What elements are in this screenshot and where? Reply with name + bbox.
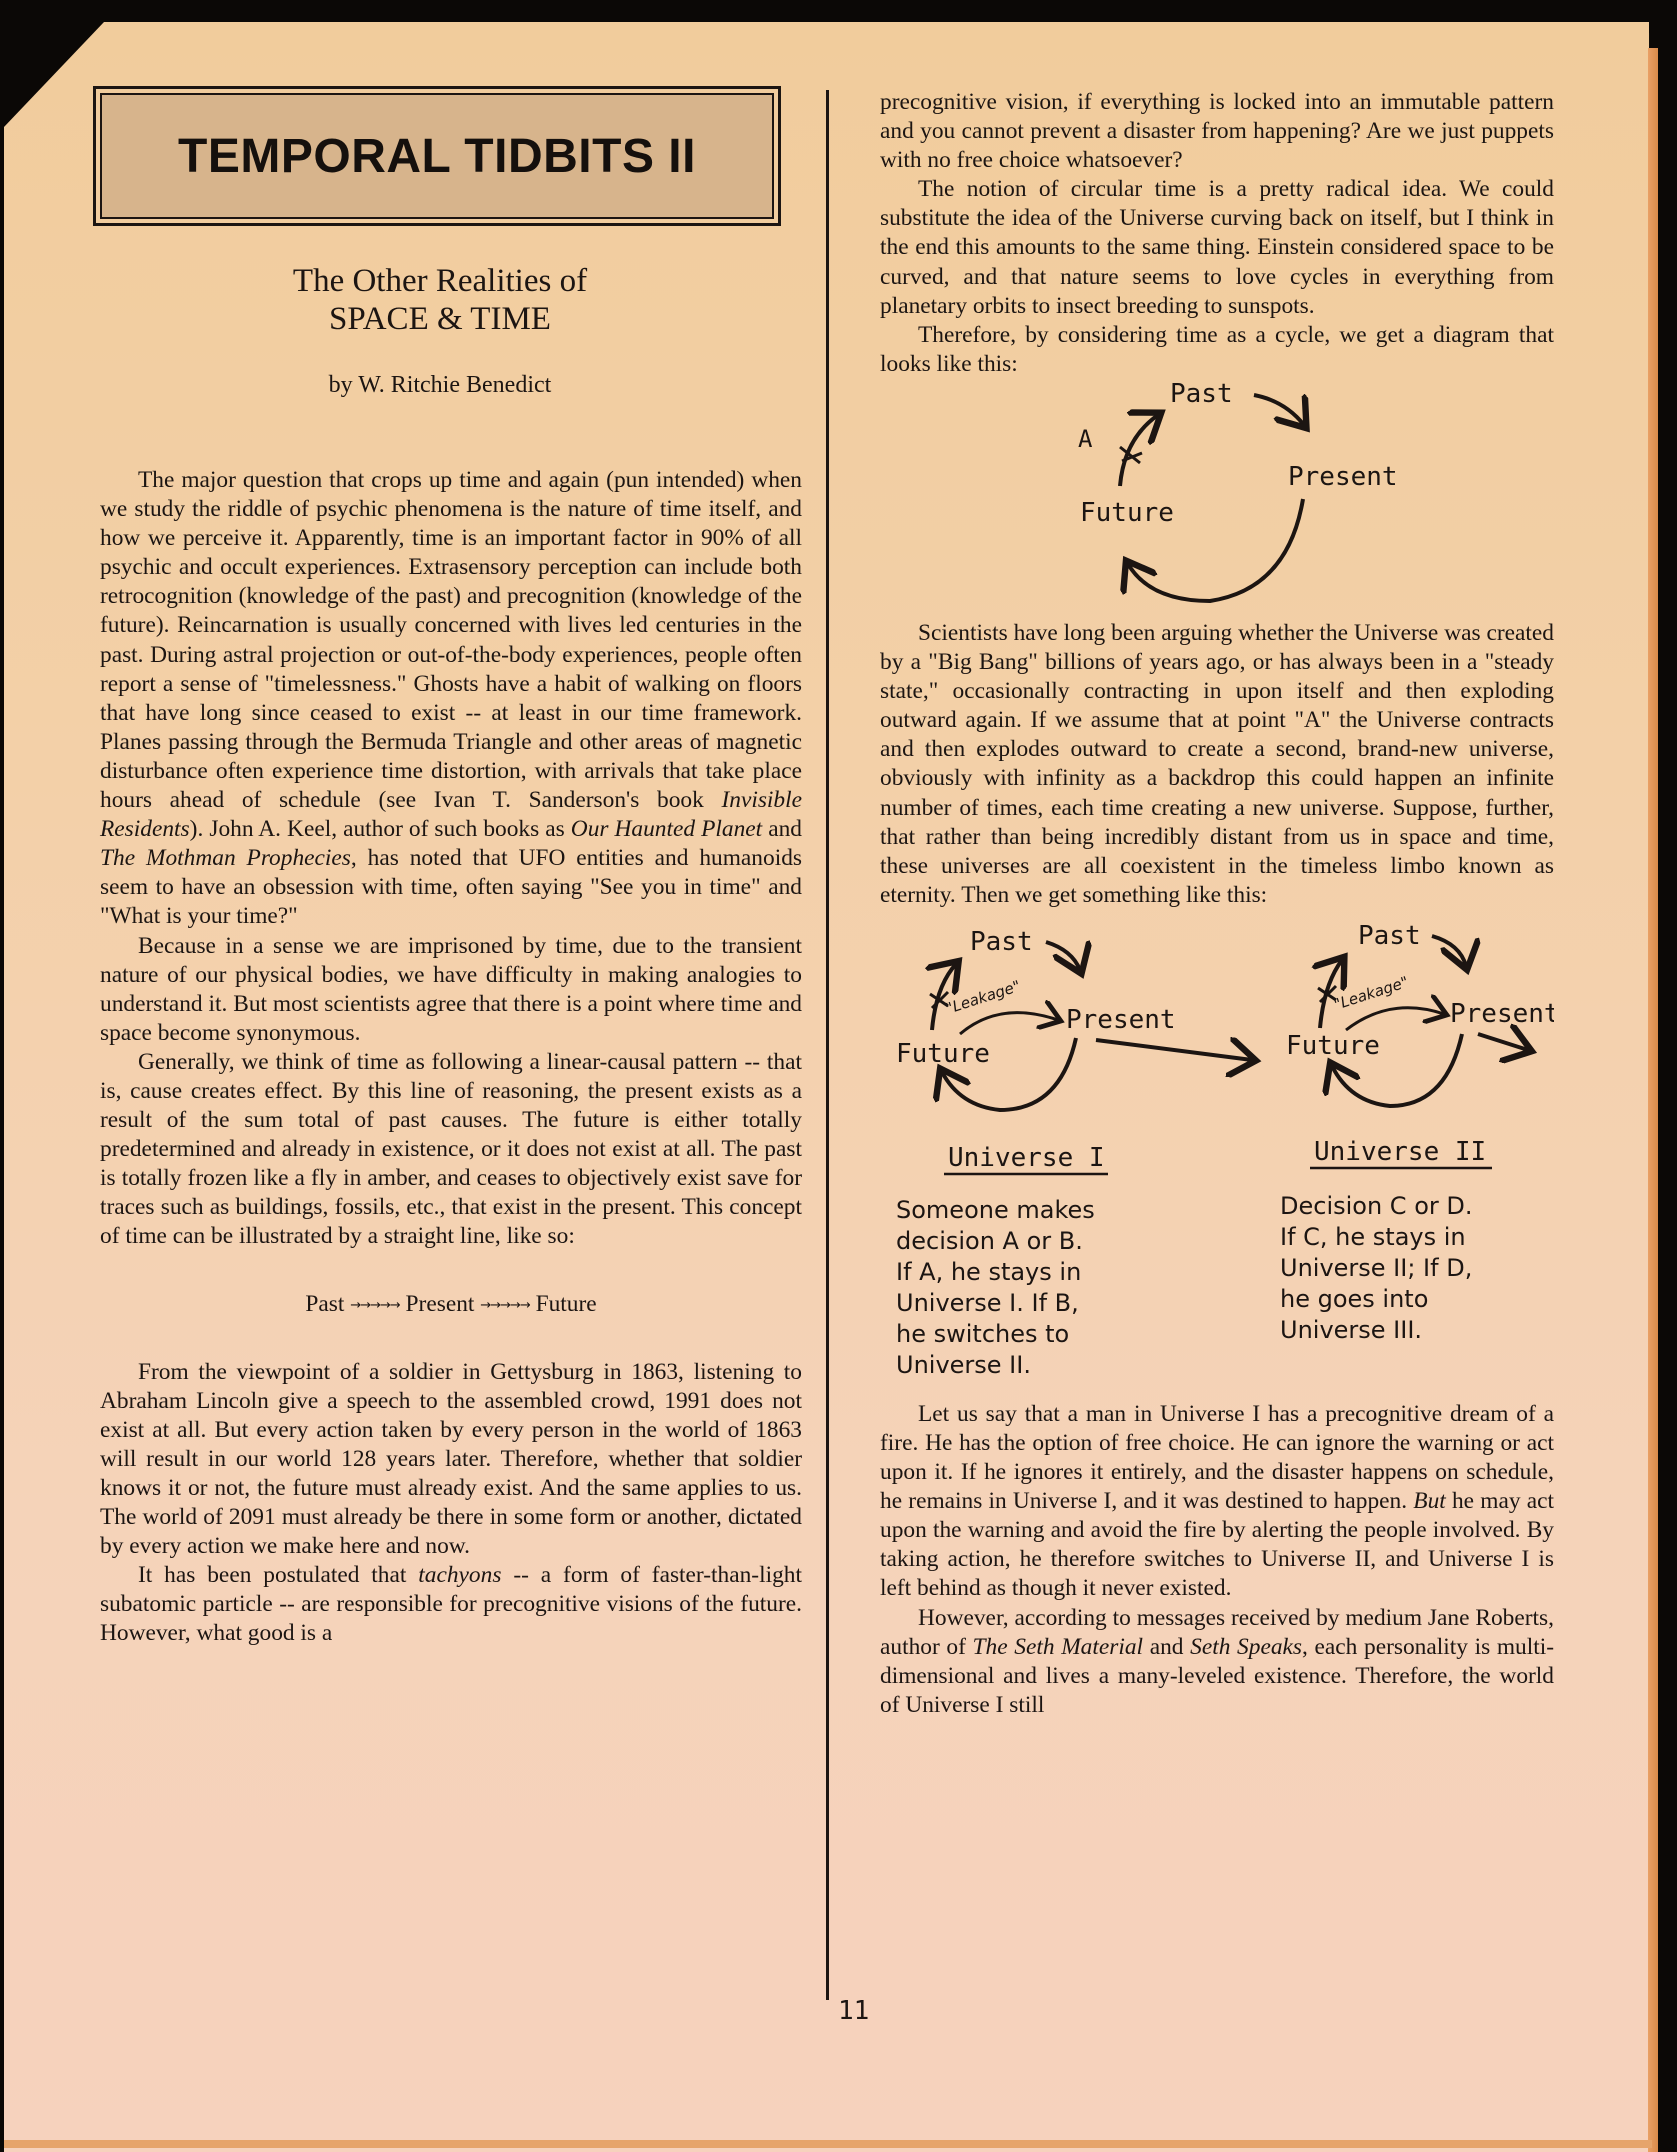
universe-transition-arrow	[1096, 1040, 1252, 1060]
paragraph: The notion of circular time is a pretty radical idea. We could substitute the idea of the Universe curving back on itself, but I think in the end this amounts to the same thing. Einstein considered space to be curved, and that nature seems to love cycles in everything from planetary orbits to insect breeding to sunspots.	[880, 176, 1554, 319]
u1-past-to-present-arrow	[1046, 942, 1080, 970]
cycle-diagram-svg	[880, 379, 1554, 619]
u2-future-label: Future	[1286, 1030, 1380, 1061]
u1-past-label: Past	[970, 926, 1033, 957]
italic-title: The Mothman Prophecies	[100, 845, 351, 872]
u2-exit-arrow	[1478, 1034, 1528, 1050]
text-run: he may act upon the warning and avoid the fire by alerting the people involved. By taking action, he therefore switches to Universe II, and Universe I is left behind as though it never existed.	[880, 1488, 1554, 1602]
linear-past-label: Past	[305, 1290, 345, 1317]
paragraph: Therefore, by considering time as a cycle, we get a diagram that looks like this:	[880, 321, 1554, 377]
handwritten-note-line: Universe II; If D,	[1280, 1253, 1473, 1282]
cycle-past-label: Past	[1170, 378, 1233, 409]
universes-diagram-svg	[880, 910, 1554, 1400]
paragraph: Because in a sense we are imprisoned by time, due to the transient nature of our physical bodies, we have difficulty in making analogies to understand it. But most scientists agree that there is a point where time and space become synonymous.	[100, 932, 802, 1046]
text-run: The major question that crops up time and again (pun intended) when we study the riddle of psychic phenomena is the nature of time itself, and how we perceive it. Apparently, time is an important factor in 90% of all psychic and occult experiences. Extrasensory perception can include both retrocognition (knowledge of the past) and precognition (knowledge of the future). Reincarnation is usually concerned with lives led centuries in the past. During astral projection or out-of-the-body experiences, people often report a sense of "timelessness." Ghosts have a habit of walking on floors that have long since ceased to exist -- at least in our time framework. Planes passing through the Bermuda Triangle and other areas of magnetic disturbance often experience time distortion, with arrivals that take place hours ahead of schedule (see Ivan T. Sanderson's book	[100, 467, 802, 814]
text-run: and	[1143, 1633, 1191, 1660]
article-subtitle	[100, 262, 780, 338]
universe-2-label: Universe II	[1314, 1136, 1487, 1167]
title-box	[93, 86, 781, 226]
handwritten-note-line: he switches to	[896, 1319, 1070, 1348]
page-number: 11	[838, 1996, 870, 2026]
u1-leakage-arrow	[960, 1012, 1058, 1033]
text-run: and	[762, 816, 803, 843]
italic-title: Seth Speaks	[1190, 1633, 1303, 1660]
page-stack-edge	[1648, 48, 1658, 2152]
universes-diagram	[880, 910, 1554, 1400]
article-title: TEMPORAL TIDBITS II	[178, 129, 696, 183]
paragraph	[880, 1400, 1554, 1604]
italic-title: But	[1413, 1488, 1446, 1515]
paragraph: Scientists have long been arguing whether the Universe was created by a "Big Bang" billions of years ago, or has always been in a "steady state," occasionally contracting in upon itself and then exploding outward again. If we assume that at point "A" the Universe contracts and then explodes outward to create a second, brand-new universe, obviously with infinity as a backdrop this could happen an infinite number of times, each time creating a new universe. Suppose, further, that rather than being incredibly distant from us in space and time, these universes are all coexistent in the timeless limbo known as eternity. Then we get something like this:	[880, 619, 1554, 908]
column-divider	[826, 90, 829, 2000]
handwritten-note-line: If C, he stays in	[1280, 1222, 1466, 1251]
past-to-present-arrow	[1254, 395, 1304, 425]
u1-future-label: Future	[896, 1038, 990, 1069]
u2-present-label: Present	[1450, 998, 1554, 1029]
text-run: , each personality is multi-dimensional and lives a many-leveled existence. Therefore, the world of Universe I still	[880, 1633, 1555, 1718]
paragraph	[880, 1604, 1554, 1720]
paragraph: Generally, we think of time as following a linear-causal pattern -- that is, cause creates effect. By this line of reasoning, the present exists as a result of the sum total of past causes. The future is either totally predetermined and already in existence, or it does not exist at all. The past is totally frozen like a fly in amber, and ceases to objectively exist save for traces such as buildings, fossils, etc., that exist in the present. This concept of time can be illustrated by a straight line, like so:	[100, 1048, 802, 1250]
handwritten-note-line: Decision C or D.	[1280, 1191, 1473, 1220]
universe-2-cycle	[1286, 921, 1554, 1106]
universe-1-label: Universe I	[948, 1142, 1105, 1173]
handwritten-note-line: he goes into	[1280, 1284, 1429, 1313]
title-panel	[100, 93, 774, 219]
handwritten-note-line: If A, he stays in	[896, 1257, 1082, 1286]
italic-title: tachyons	[418, 1562, 502, 1589]
right-column	[880, 88, 1554, 1720]
byline: by W. Ritchie Benedict	[328, 372, 552, 398]
handwritten-note-line: decision A or B.	[896, 1226, 1083, 1255]
text-run: ). John A. Keel, author of such books as	[189, 816, 571, 843]
cycle-diagram	[880, 379, 1554, 619]
subtitle-line-2: SPACE & TIME	[329, 301, 551, 337]
linear-time-diagram	[100, 1290, 802, 1320]
paragraph: precognitive vision, if everything is locked into an immutable pattern and you cannot prevent a disaster from happening? Are we just puppets with no free choice whatsoever?	[880, 89, 1554, 174]
u1-leakage-label: "Leakage"	[943, 976, 1023, 1018]
text-run: It has been postulated that	[138, 1562, 419, 1589]
universe-1-note	[896, 1196, 1095, 1379]
text-run: -- a form of faster-than-light subatomic particle -- are responsible for precognitive visions of the future. However, what good is a	[100, 1562, 802, 1647]
dotted-arrow-icon: →→→→→	[480, 1297, 530, 1313]
text-run: Let us say that a man in Universe I has a precognitive dream of a fire. He has the option of free choice. He can ignore the warning or act upon it. If he ignores it entirely, and the disaster happens on schedule, he remains in Universe I, and it was destined to happen.	[880, 1400, 1554, 1515]
italic-title: Our Haunted Planet	[570, 816, 763, 843]
dotted-arrow-icon: →→→→→	[350, 1297, 400, 1313]
left-column	[100, 466, 802, 1649]
paragraph	[100, 1561, 802, 1648]
page-bottom-edge	[4, 2140, 1652, 2148]
handwritten-note-line: Universe III.	[1280, 1315, 1423, 1344]
universe-1-cycle	[896, 927, 1176, 1110]
handwritten-note-line: Someone makes	[896, 1195, 1095, 1224]
italic-title: The Seth Material	[972, 1633, 1144, 1660]
universe-2-note	[1280, 1192, 1472, 1344]
linear-present-label: Present	[405, 1290, 475, 1317]
u2-leakage-arrow	[1346, 1008, 1444, 1030]
cycle-point-a-label: A	[1078, 424, 1093, 453]
paragraph: From the viewpoint of a soldier in Gettysburg in 1863, listening to Abraham Lincoln give a speech to the assembled crowd, 1991 does not exist at all. But every action taken by every person in the world of 1863 will result in our world 128 years later. Therefore, whether that soldier knows it or not, the future must already exist. And the same applies to us. The world of 2091 must already be there in some form or another, dictated by every action we make here and now.	[100, 1358, 802, 1560]
u2-past-label: Past	[1358, 920, 1421, 951]
u2-leakage-label: "Leakage"	[1331, 972, 1411, 1014]
u2-past-to-present-arrow	[1432, 936, 1466, 966]
text-run: , has noted that UFO entities and humanoids seem to have an obsession with time, often saying "See you in time" and "What is your time?"	[100, 845, 802, 930]
handwritten-note-line: Universe I. If B,	[896, 1288, 1079, 1317]
linear-future-label: Future	[535, 1290, 597, 1317]
handwritten-note-line: Universe II.	[896, 1350, 1031, 1379]
cycle-present-label: Present	[1288, 461, 1398, 492]
subtitle-line-1: The Other Realities of	[292, 263, 588, 299]
u1-present-label: Present	[1066, 1004, 1176, 1035]
paragraph	[100, 466, 802, 932]
cycle-future-label: Future	[1080, 497, 1174, 528]
italic-title: Invisible Residents	[100, 787, 802, 843]
text-run: However, according to messages received by medium Jane Roberts, author of	[880, 1604, 1554, 1660]
